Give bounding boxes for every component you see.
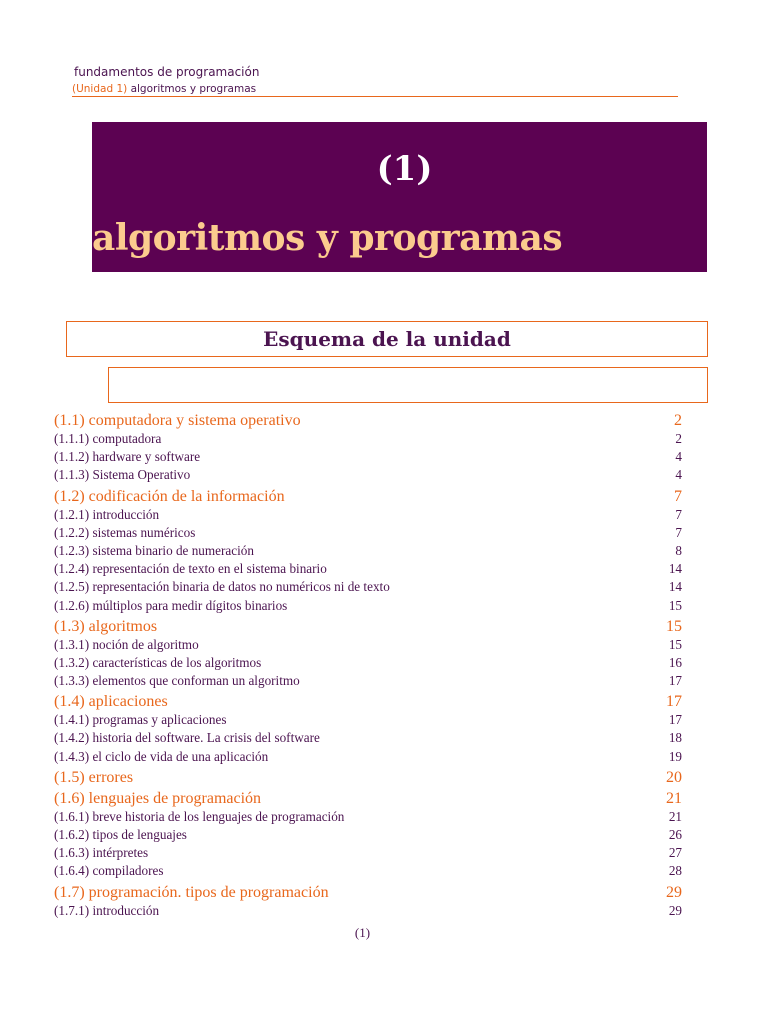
toc-subsection[interactable] (54, 597, 682, 615)
scheme-empty-box (108, 367, 708, 403)
toc-subsection[interactable] (54, 542, 682, 560)
toc-entry-title: (1.6.4) compiladores (54, 863, 164, 879)
toc-entry-page: 21 (668, 808, 682, 824)
toc-entry-page: 19 (668, 748, 682, 764)
toc-subsection[interactable] (54, 578, 682, 596)
toc-entry-title: (1.3.3) elementos que conforman un algoritmo (54, 673, 300, 689)
toc-entry-title: (1.2.4) representación de texto en el sistema binario (54, 561, 327, 577)
toc-section[interactable] (54, 883, 682, 902)
toc-entry-title: (1.1) computadora y sistema operativo (54, 412, 301, 429)
toc-entry-title: (1.4.1) programas y aplicaciones (54, 712, 227, 728)
toc-section[interactable] (54, 487, 682, 506)
header-unit-label: (Unidad 1) (72, 83, 128, 95)
toc-entry-title: (1.3.1) noción de algoritmo (54, 636, 199, 652)
chapter-banner (92, 122, 707, 272)
toc-entry-page: 16 (668, 654, 682, 670)
toc-entry-title: (1.1.1) computadora (54, 431, 162, 446)
toc-entry-title: (1.3) algoritmos (54, 617, 158, 635)
toc-subsection[interactable] (54, 826, 682, 844)
toc-entry-page: 21 (666, 789, 682, 807)
toc-section[interactable] (54, 617, 682, 636)
toc-entry-title: (1.6.3) intérpretes (54, 845, 149, 861)
toc-entry-page: 29 (668, 902, 682, 918)
toc-subsection[interactable] (54, 902, 682, 920)
toc-subsection[interactable] (54, 524, 682, 542)
toc-entry-title: (1.2.3) sistema binario de numeración (54, 542, 254, 558)
chapter-title: algoritmos y programas (92, 217, 563, 259)
toc-entry-page: 2 (674, 412, 682, 429)
toc-section[interactable] (54, 411, 682, 430)
toc-entry-page: 7 (675, 524, 682, 540)
toc-entry-page: 20 (666, 768, 682, 786)
toc-subsection[interactable] (54, 654, 682, 672)
toc-entry-title: (1.2) codificación de la información (54, 487, 285, 505)
toc-subsection[interactable] (54, 448, 682, 466)
toc-entry-title: (1.4) aplicaciones (54, 693, 168, 711)
toc-entry-page: 18 (668, 730, 682, 746)
toc-entry-page: 17 (668, 673, 682, 689)
toc-entry-title: (1.1.2) hardware y software (54, 449, 201, 465)
header-course-title: fundamentos de programación (74, 65, 260, 79)
page-number: (1) (354, 925, 371, 940)
toc-entry-page: 2 (675, 431, 682, 446)
toc-section[interactable] (54, 692, 682, 711)
toc-entry-page: 17 (666, 693, 682, 711)
chapter-number: (1) (376, 149, 433, 189)
toc-entry-page: 17 (668, 712, 682, 728)
toc-subsection[interactable] (54, 729, 682, 747)
toc-entry-page: 8 (675, 542, 682, 558)
toc-entry-title: (1.1.3) Sistema Operativo (54, 467, 191, 483)
toc-entry-page: 15 (668, 597, 682, 613)
toc-entry-page: 7 (675, 506, 682, 522)
toc-entry-title: (1.4.2) historia del software. La crisis del software (54, 730, 320, 746)
toc-entry-title: (1.7) programación. tipos de programación (54, 883, 329, 901)
toc-subsection[interactable] (54, 506, 682, 524)
toc-section[interactable] (54, 789, 682, 808)
table-of-contents (54, 409, 682, 920)
toc-entry-title: (1.6) lenguajes de programación (54, 789, 262, 807)
toc-entry-title: (1.2.2) sistemas numéricos (54, 524, 196, 540)
toc-entry-page: 15 (666, 617, 682, 635)
toc-subsection[interactable] (54, 560, 682, 578)
toc-entry-title: (1.6.1) breve historia de los lenguajes de programación (54, 808, 345, 824)
toc-entry-title: (1.4.3) el ciclo de vida de una aplicación (54, 748, 269, 764)
toc-entry-page: 27 (668, 845, 682, 861)
toc-entry-page: 4 (675, 449, 682, 465)
toc-subsection[interactable] (54, 672, 682, 690)
toc-subsection[interactable] (54, 711, 682, 729)
toc-entry-title: (1.2.6) múltiplos para medir dígitos binarios (54, 597, 288, 613)
toc-subsection[interactable] (54, 748, 682, 766)
toc-entry-title: (1.3.2) características de los algoritmos (54, 654, 262, 670)
toc-subsection[interactable] (54, 430, 682, 448)
toc-subsection[interactable] (54, 636, 682, 654)
toc-entry-page: 7 (674, 487, 682, 505)
header-unit-line (72, 83, 678, 97)
toc-subsection[interactable] (54, 844, 682, 862)
header-unit-title: algoritmos y programas (130, 83, 257, 95)
toc-subsection[interactable] (54, 808, 682, 826)
toc-entry-page: 29 (666, 883, 682, 901)
toc-entry-page: 26 (668, 827, 682, 842)
toc-entry-title: (1.5) errores (54, 768, 134, 786)
scheme-title: Esquema de la unidad (66, 321, 708, 357)
toc-entry-page: 4 (675, 467, 682, 483)
toc-entry-page: 15 (668, 636, 682, 652)
toc-entry-page: 14 (668, 579, 682, 595)
toc-entry-title: (1.7.1) introducción (54, 902, 160, 918)
toc-subsection[interactable] (54, 466, 682, 484)
toc-section[interactable] (54, 768, 682, 787)
toc-entry-title: (1.2.5) representación binaria de datos no numéricos ni de texto (54, 579, 390, 595)
toc-entry-page: 14 (668, 561, 682, 577)
toc-entry-page: 28 (668, 863, 682, 879)
toc-subsection[interactable] (54, 862, 682, 880)
toc-entry-title: (1.2.1) introducción (54, 506, 160, 522)
toc-entry-title: (1.6.2) tipos de lenguajes (54, 827, 187, 842)
